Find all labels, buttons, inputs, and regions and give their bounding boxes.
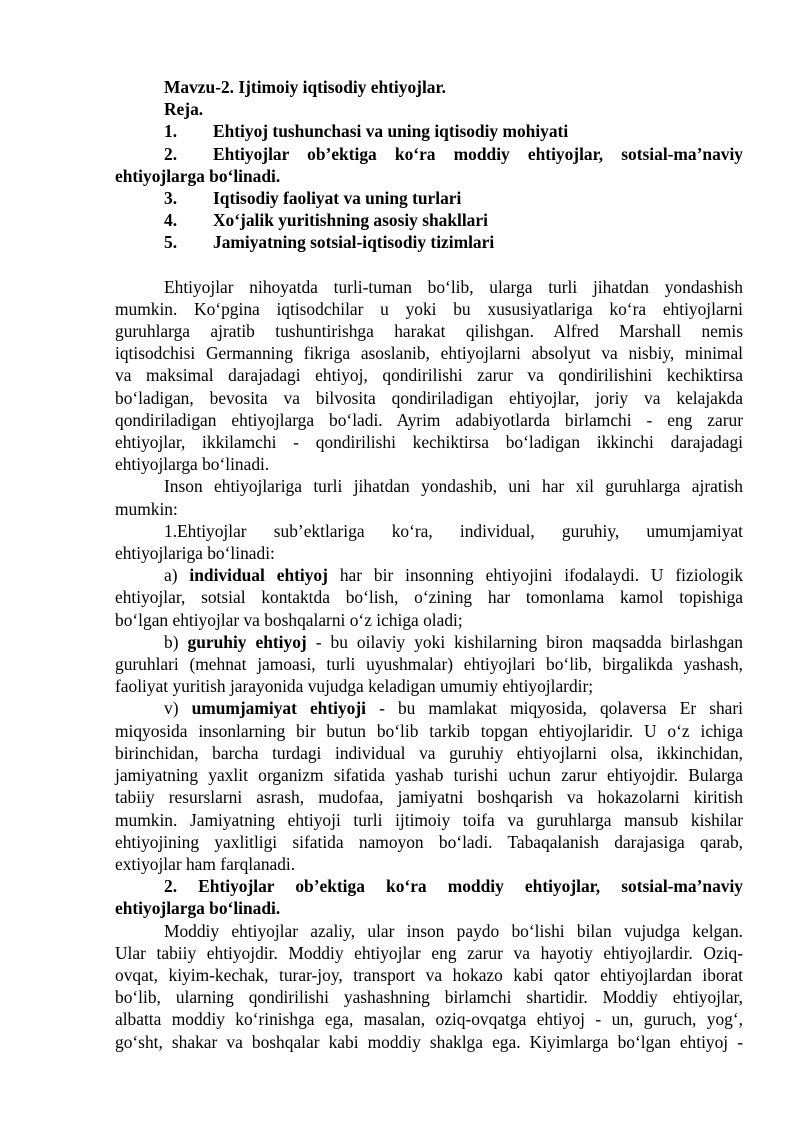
plan-item: 4. Xo‘jalik yuritishning asosiy shakllari (164, 210, 488, 231)
text-line: ehtiyojlariga bo‘linadi: (115, 543, 275, 564)
paragraph-a (115, 564, 743, 631)
text-line: bo‘ladigan, bevosita va bilvosita qondiriladigan ehtiyojlar, joriy va kelajakda (115, 387, 743, 408)
text-line: ehtiyojining yaxlitligi sifatida namoyon bo‘ladi. Tabaqalanish darajasiga qarab, (115, 831, 743, 852)
text-line: extiyojlar ham farqlanadi. (115, 853, 296, 874)
text-line: 2. Ehtiyojlar ob’ektiga ko‘ra moddiy ehtiyojlar, sotsial-ma’naviy (164, 876, 743, 897)
plan-list (115, 120, 743, 253)
text-line: miqyosida insonlarning bir butun bo‘lib tarkib topgan ehtiyojlaridir. U o‘z ichiga (115, 720, 743, 741)
text-line: guruhlari (mehnat jamoasi, turli uyushmalar) ehtiyojlari bo‘lib, birgalikda yashash, (115, 654, 743, 675)
text-line: go‘sht, shakar va boshqalar kabi moddiy shaklga ega. Kiyimlarga bo‘lgan ehtiyoj - (115, 1031, 743, 1052)
text-line: 1.Ehtiyojlar sub’ektlariga ko‘ra, individual, guruhiy, umumjamiyat (164, 520, 743, 541)
term-individual: individual ehtiyoj (189, 565, 328, 586)
text-line: bo‘lib, ularning qondirilishi yashashning birlamchi shartidir. Moddiy ehtiyojlar, (115, 987, 743, 1008)
text-line: mumkin: (115, 498, 178, 519)
term-society: umumjamiyat ehtiyoji (191, 698, 366, 719)
text-line: qondiriladigan ehtiyojlarga bo‘ladi. Ayrim adabiyotlarda birlamchi - eng zarur (115, 409, 743, 430)
plan-item: 2. Ehtiyojlar ob’ektiga ko‘ra moddiy ehtiyojlar, sotsial-ma’naviy (164, 143, 743, 164)
text-line: mumkin. Ko‘pgina iqtisodchilar u yoki bu xususiyatlariga ko‘ra ehtiyojlarni (115, 298, 743, 319)
paragraph-1 (115, 276, 743, 476)
text-line: Ular tabiiy ehtiyojdir. Moddiy ehtiyojlar eng zarur va hayotiy ehtiyojlardir. Oziq- (115, 942, 743, 963)
text-line: Inson ehtiyojlariga turli jihatdan yondashib, uni har xil guruhlarga ajratish (164, 476, 743, 497)
paragraph-v (115, 697, 743, 875)
text-line: faoliyat yuritish jarayonida vujudga keladigan umumiy ehtiyojlardir; (115, 676, 594, 697)
document-title: Mavzu-2. Ijtimoiy iqtisodiy ehtiyojlar. (164, 77, 446, 97)
plan-item-continuation: ehtiyojlarga bo‘linadi. (115, 165, 281, 186)
text-line: Moddiy ehtiyojlar azaliy, ular inson paydo bo‘lishi bilan vujudga kelgan. (164, 920, 743, 941)
text-line: bo‘lgan ehtiyojlar va boshqalarni o‘z ichiga oladi; (115, 609, 463, 630)
text-line: mumkin. Jamiyatning ehtiyoji turli ijtimoiy toifa va guruhlarga mansub kishilar (115, 809, 743, 830)
text-line: iqtisodchisi Germanning fikriga asoslanib, ehtiyojlarni absolyut va nisbiy, minimal (115, 343, 743, 364)
text-line: albatta moddiy ko‘rinishga ega, masalan, oziq-ovqatga ehtiyoj - un, guruch, yog‘, (115, 1009, 743, 1030)
paragraph-3 (115, 520, 743, 564)
plan-item: 1. Ehtiyoj tushunchasi va uning iqtisodiy mohiyati (164, 121, 569, 142)
text-line: ehtiyojlarga bo‘linadi. (115, 898, 281, 919)
text-line: ehtiyojlar, sotsial kontaktda bo‘lish, o‘zining har tomonlama kamol topishiga (115, 587, 743, 608)
paragraph-2 (115, 475, 743, 519)
text-line: jamiyatning yaxlit organizm sifatida yashab turishi uchun zarur ehtiyojdir. Bularga (115, 765, 743, 786)
text-line: birinchidan, barcha turdagi individual va guruhiy ehtiyojlarni olsa, ikkinchidan, (115, 742, 743, 763)
term-group: guruhiy ehtiyoj (187, 631, 307, 652)
text-line: guruhlarga ajratib tushuntirishga harakat qilishgan. Alfred Marshall nemis (115, 321, 743, 342)
text-line: ovqat, kiyim-kechak, turar-joy, transport va hokazo kabi qator ehtiyojlardan iborat (115, 964, 743, 985)
plan-heading: Reja. (164, 99, 204, 120)
paragraph-4 (115, 920, 743, 1053)
text-line: ehtiyojlar, ikkilamchi - qondirilishi kechiktirsa bo‘ladigan ikkinchi darajadagi (115, 432, 743, 453)
paragraph-b (115, 631, 743, 698)
plan-item: 3. Iqtisodiy faoliyat va uning turlari (164, 188, 462, 209)
text-line: va maksimal darajadagi ehtiyoj, qondirilishi zarur va qondirilishini kechiktirsa (115, 365, 743, 386)
plan-item: 5. Jamiyatning sotsial-iqtisodiy tizimlari (164, 232, 495, 253)
text-line: ehtiyojlarga bo‘linadi. (115, 454, 270, 475)
section-2-heading (115, 875, 743, 919)
text-line: b) guruhiy ehtiyoj - bu oilaviy yoki kishilarning biron maqsadda birlashgan (164, 631, 743, 652)
text-line: v) umumjamiyat ehtiyoji - bu mamlakat miqyosida, qolaversa Er shari (164, 698, 743, 719)
text-line: Ehtiyojlar nihoyatda turli-tuman bo‘lib, ularga turli jihatdan yondashish (164, 276, 743, 297)
text-line: a) individual ehtiyoj har bir insonning ehtiyojini ifodalaydi. U fiziologik (164, 565, 744, 586)
text-line: tabiiy resurslarni asrash, mudofaa, jamiyatni boshqarish va hokazolarni kiritish (115, 787, 743, 808)
